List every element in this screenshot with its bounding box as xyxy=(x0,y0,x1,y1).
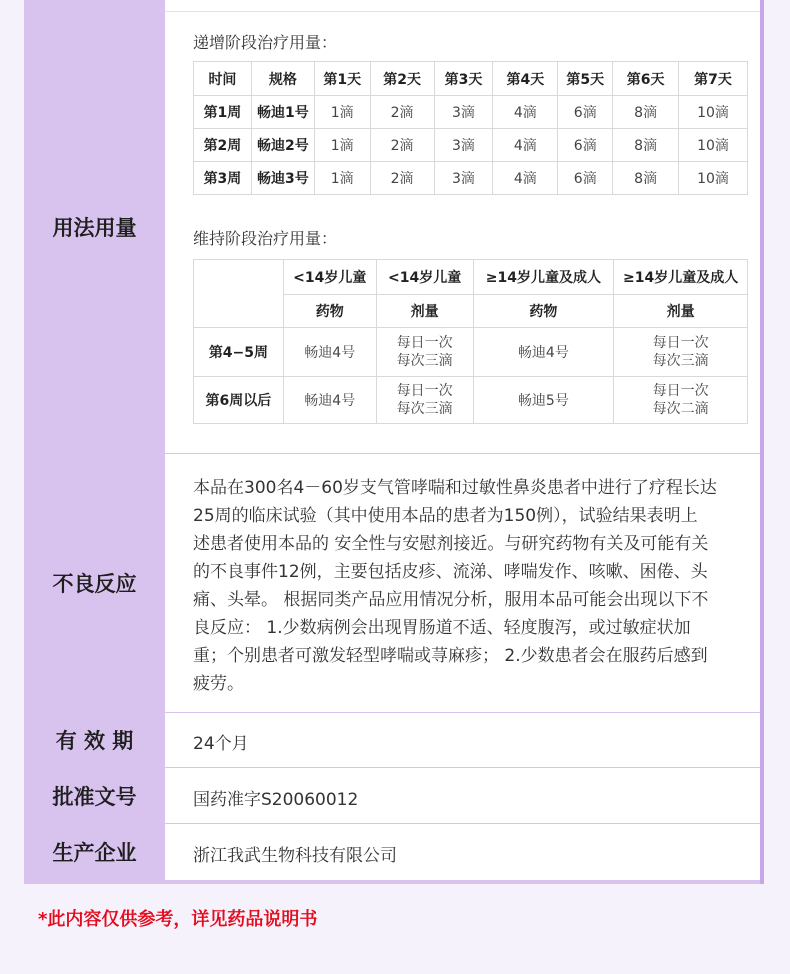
approval-content xyxy=(165,768,760,823)
table-header-row xyxy=(194,260,748,295)
validity-content xyxy=(165,713,760,767)
maintenance-table xyxy=(193,259,748,424)
table-cell: 1滴 xyxy=(314,96,370,129)
table-cell: 6滴 xyxy=(558,129,613,162)
header-cell: 第5天 xyxy=(558,62,613,96)
table-cell: 10滴 xyxy=(679,129,748,162)
usage-label: 用法用量 xyxy=(52,215,137,240)
text-line: 痛、头晕。 根据同类产品应用情况分析，服用本品可能会出现以下不 xyxy=(193,590,709,610)
table-row xyxy=(194,328,748,377)
table-cell: 畅迪2号 xyxy=(251,129,314,162)
text-line: 本品在300名4－60岁支气管哮喘和过敏性鼻炎患者中进行了疗程长达 xyxy=(193,478,717,498)
adverse-text xyxy=(193,474,738,698)
header-cell: ≥14岁儿童及成人 xyxy=(473,260,614,295)
table-cell: 畅迪3号 xyxy=(251,162,314,195)
approval-row xyxy=(24,768,760,823)
dose-line: 每次三滴 xyxy=(652,353,709,369)
adverse-row xyxy=(24,454,760,712)
table-cell: 4滴 xyxy=(493,162,558,195)
table-cell: 第3周 xyxy=(194,162,252,195)
table-cell: 10滴 xyxy=(679,96,748,129)
header-cell: <14岁儿童 xyxy=(376,260,473,295)
manufacturer-row xyxy=(24,824,760,880)
table-cell: 第1周 xyxy=(194,96,252,129)
table-cell: 8滴 xyxy=(613,162,679,195)
header-cell: 剂量 xyxy=(614,295,748,328)
validity-row xyxy=(24,713,760,767)
approval-value: 国药准字S20060012 xyxy=(193,790,359,810)
table-cell: 3滴 xyxy=(434,129,493,162)
header-cell: 第1天 xyxy=(314,62,370,96)
manufacturer-value: 浙江我武生物科技有限公司 xyxy=(193,846,397,866)
table-cell: 3滴 xyxy=(434,96,493,129)
table-subheader-row xyxy=(194,295,748,328)
validity-label: 有 效 期 xyxy=(55,729,134,753)
header-cell: 第2天 xyxy=(370,62,434,96)
table-row xyxy=(194,96,748,129)
table-cell: 第6周以后 xyxy=(194,377,284,424)
dose-line: 每次三滴 xyxy=(396,401,453,417)
table-header-row xyxy=(194,62,748,96)
header-cell: <14岁儿童 xyxy=(283,260,376,295)
manufacturer-label: 生产企业 xyxy=(52,841,137,865)
header-cell: 药物 xyxy=(473,295,614,328)
table-cell: 畅迪4号 xyxy=(283,328,376,377)
dose-line: 每次二滴 xyxy=(652,401,709,417)
table-cell: 4滴 xyxy=(493,96,558,129)
table-cell: 第2周 xyxy=(194,129,252,162)
divider xyxy=(165,11,760,12)
text-line: 良反应： 1.少数病例会出现胃肠道不适、轻度腹泻，或过敏症状加 xyxy=(193,618,691,638)
header-cell: 规格 xyxy=(251,62,314,96)
table-cell: 2滴 xyxy=(370,96,434,129)
table-cell: 3滴 xyxy=(434,162,493,195)
adverse-content xyxy=(165,454,760,712)
text-line: 重；个别患者可激发轻型哮喘或荨麻疹； 2.少数患者会在服药后感到 xyxy=(193,646,708,666)
footer-note: *此内容仅供参考，详见药品说明书 xyxy=(38,909,318,930)
dose-line: 每日一次 xyxy=(396,335,453,351)
table-cell: 畅迪5号 xyxy=(473,377,614,424)
table-cell: 8滴 xyxy=(613,96,679,129)
dose-line: 每日一次 xyxy=(396,383,453,399)
table-cell: 第4−5周 xyxy=(194,328,284,377)
text-line: 的不良事件12例，主要包括皮疹、流涕、哮喘发作、咳嗽、困倦、头 xyxy=(193,562,708,582)
header-cell: 剂量 xyxy=(376,295,473,328)
table-cell xyxy=(614,328,748,377)
table-cell: 8滴 xyxy=(613,129,679,162)
header-cell: 第4天 xyxy=(493,62,558,96)
table-cell: 畅迪1号 xyxy=(251,96,314,129)
header-cell: ≥14岁儿童及成人 xyxy=(614,260,748,295)
dose-line: 每日一次 xyxy=(652,383,709,399)
header-cell: 时间 xyxy=(194,62,252,96)
header-cell: 第7天 xyxy=(679,62,748,96)
header-cell: 药物 xyxy=(283,295,376,328)
header-cell: 第6天 xyxy=(613,62,679,96)
table-row xyxy=(194,162,748,195)
table-cell: 10滴 xyxy=(679,162,748,195)
usage-row xyxy=(24,0,760,453)
titration-table xyxy=(193,61,748,195)
table-cell: 1滴 xyxy=(314,162,370,195)
drug-info-table xyxy=(24,0,764,884)
text-line: 25周的临床试验（其中使用本品的患者为150例），试验结果表明上 xyxy=(193,506,698,526)
table-cell: 6滴 xyxy=(558,162,613,195)
table-cell: 4滴 xyxy=(493,129,558,162)
table-row xyxy=(194,129,748,162)
table-cell: 畅迪4号 xyxy=(473,328,614,377)
manufacturer-content xyxy=(165,824,760,880)
dose-line: 每日一次 xyxy=(652,335,709,351)
usage-content xyxy=(165,0,760,453)
table-cell xyxy=(376,377,473,424)
adverse-label: 不良反应 xyxy=(52,572,137,596)
maintenance-title: 维持阶段治疗用量： xyxy=(193,229,338,248)
corner-cell xyxy=(194,260,284,295)
titration-title: 递增阶段治疗用量： xyxy=(193,33,338,52)
table-cell: 2滴 xyxy=(370,129,434,162)
table-cell: 1滴 xyxy=(314,129,370,162)
table-cell: 畅迪4号 xyxy=(283,377,376,424)
header-cell: 第3天 xyxy=(434,62,493,96)
text-line: 疲劳。 xyxy=(193,674,244,694)
table-cell xyxy=(376,328,473,377)
table-cell: 6滴 xyxy=(558,96,613,129)
text-line: 述患者使用本品的 安全性与安慰剂接近。与研究药物有关及可能有关 xyxy=(193,534,709,554)
dose-line: 每次三滴 xyxy=(396,353,453,369)
table-cell xyxy=(614,377,748,424)
validity-value: 24个月 xyxy=(193,734,249,754)
approval-label: 批准文号 xyxy=(52,784,137,809)
corner-cell xyxy=(194,295,284,328)
table-row xyxy=(194,377,748,424)
table-cell: 2滴 xyxy=(370,162,434,195)
